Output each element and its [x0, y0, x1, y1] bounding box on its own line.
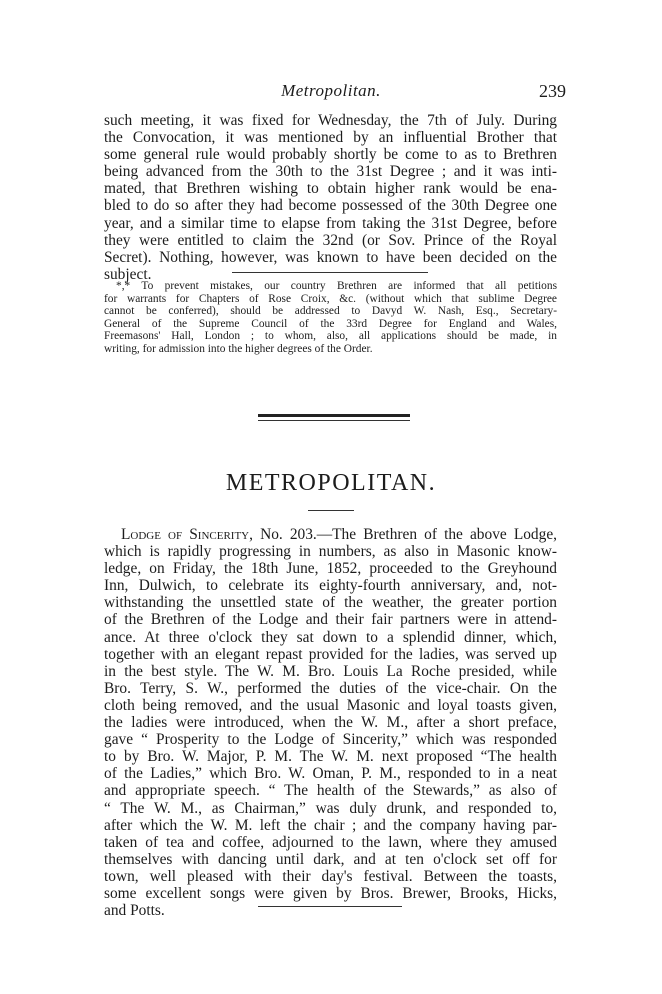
page-number: 239: [539, 81, 566, 101]
text-line: ledge, on Friday, the 18th June, 1852, proceeded to the Greyhound: [104, 560, 557, 578]
text-line: [104, 526, 557, 543]
text-line: and Potts.: [104, 902, 165, 920]
text-line: such meeting, it was fixed for Wednesday, the 7th of July. During: [104, 112, 557, 129]
text-line: Secret). Nothing, however, was known to have been decided on the: [104, 248, 557, 266]
text-line: and appropriate speech. “ The health of the Stewards,” as also of: [104, 782, 557, 800]
text-line: which is rapidly progressing in numbers, as also in Masonic know-: [104, 543, 557, 561]
text-line: they were entitled to claim the 32nd (or Sov. Prince of the Royal: [104, 231, 557, 249]
text-line: of the Brethren of the Lodge and their fair partners were in attend-: [104, 611, 557, 629]
footnote-line: Freemasons' Hall, London ; to whom, also, all applications should be made, in: [104, 330, 557, 343]
text-line: together with an elegant repast provided for the ladies, was served up: [104, 645, 557, 663]
text-line: “ The W. M., as Chairman,” was duly drunk, and responded to,: [104, 799, 557, 817]
text-line: the Convocation, it was mentioned by an influential Brother that: [104, 129, 557, 147]
running-title: Metropolitan.: [281, 81, 381, 100]
text-line: mated, that Brethren wishing to obtain higher rank would be ena-: [104, 180, 557, 198]
text-line: gave “ Prosperity to the Lodge of Sincerity,” which was responded: [104, 731, 557, 749]
text-line: subject.: [104, 265, 152, 283]
text-line: cloth being removed, and the usual Masonic and loyal toasts given,: [104, 696, 557, 714]
text-line: Inn, Dulwich, to celebrate its eighty-fourth anniversary, and, not-: [104, 577, 557, 595]
footnote-divider: [232, 272, 428, 273]
text-line: town, well pleased with their day's festival. Between the toasts,: [104, 867, 557, 885]
text-line: in the best style. The W. M. Bro. Louis La Roche presided, while: [104, 662, 557, 680]
thick-rule: [258, 414, 410, 417]
text-line: some excellent songs were given by Bros. Brewer, Brooks, Hicks,: [104, 884, 557, 902]
footnote-line: writing, for admission into the higher degrees of the Order.: [104, 342, 373, 355]
text-line: taken of tea and coffee, adjourned to the lawn, where they amused: [104, 833, 557, 851]
text-line: after which the W. M. left the chair ; and the company having par-: [104, 816, 557, 834]
footnote-line: General of the Supreme Council of the 33rd Degree for England and Wales,: [104, 317, 557, 330]
section-double-rule: [258, 414, 410, 421]
lodge-name: Lodge of Sincerity,: [121, 526, 253, 543]
text-line: withstanding the unsettled state of the weather, the greater portion: [104, 594, 557, 612]
text-line: Bro. Terry, S. W., performed the duties of the vice-chair. On the: [104, 679, 557, 697]
text-line: themselves with dancing until dark, and at ten o'clock set off for: [104, 850, 557, 868]
text-line: of the Ladies,” which Bro. W. Oman, P. M., responded to in a neat: [104, 765, 557, 783]
footnote-line: *,* To prevent mistakes, our country Brethren are informed that all petitions: [116, 280, 557, 292]
paragraph-convocation: [104, 112, 557, 283]
thin-rule: [258, 420, 410, 421]
heading-underline-rule: [308, 510, 354, 511]
footnote: [104, 280, 557, 356]
footnote-line: for warrants for Chapters of Rose Croix, &c. (without which that sublime Degree: [104, 292, 557, 305]
running-head: [0, 81, 662, 103]
text-line: some general rule would probably shortly be come to as to Brethren: [104, 146, 557, 164]
text-line: to by Bro. W. Major, P. M. The W. M. next proposed “The health: [104, 748, 557, 766]
first-line-text: No. 203.—The Brethren of the above Lodge,: [252, 526, 557, 543]
text-line: bled to do so after they had become possessed of the 30th Degree one: [104, 197, 557, 215]
closing-rule: [258, 906, 402, 907]
text-line: being advanced from the 30th to the 31st Degree ; and it was inti-: [104, 163, 557, 181]
paragraph-lodge-of-sincerity: [104, 526, 557, 919]
text-line: ance. At three o'clock they sat down to a splendid dinner, which,: [104, 628, 557, 646]
section-heading: METROPOLITAN.: [225, 470, 437, 496]
footnote-line: cannot be conferred), should be addressed to Davyd W. Nash, Esq., Secretary-: [104, 305, 557, 318]
text-line: year, and a similar time to elapse from taking the 31st Degree, before: [104, 214, 557, 232]
text-line: the ladies were introduced, when the W. M., after a short preface,: [104, 714, 557, 732]
